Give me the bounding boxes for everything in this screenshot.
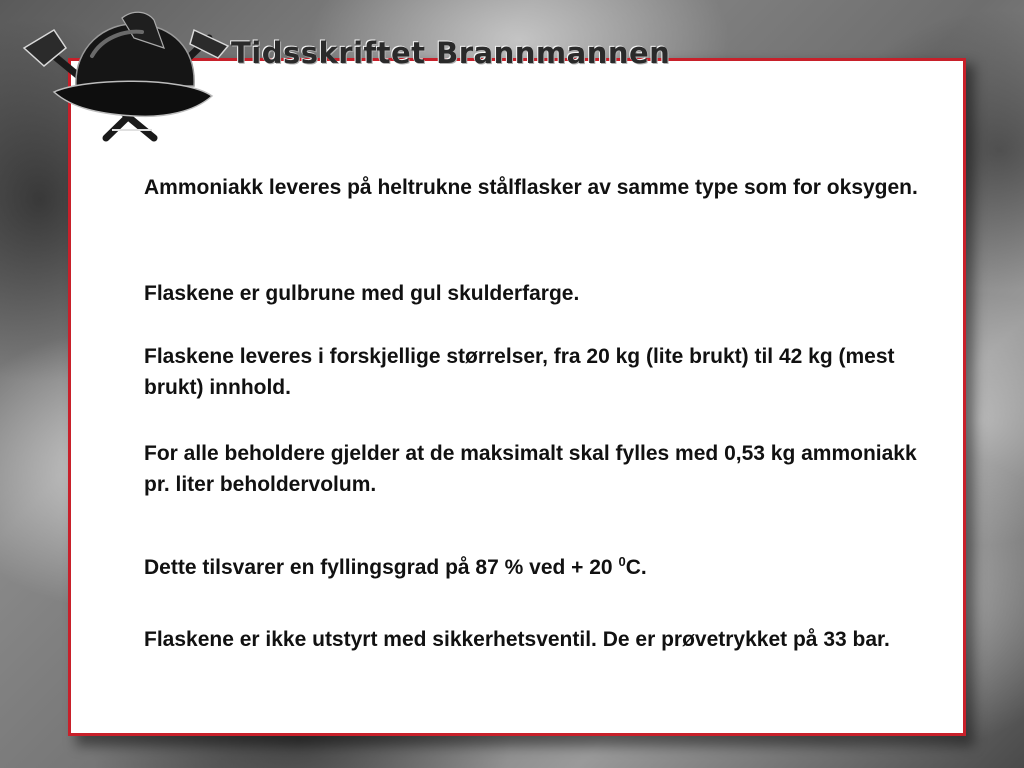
- degree-superscript: 0: [618, 554, 626, 569]
- paragraph-filling: For alle beholdere gjelder at de maksimalt skal fylles med 0,53 kg ammoniakk pr. liter beholdervolum.: [144, 442, 917, 496]
- paragraph-color: Flaskene er gulbrune med gul skulderfarge.: [144, 282, 580, 305]
- paragraph-fill-degree: [144, 552, 944, 583]
- paragraph-delivery: Ammoniakk leveres på heltrukne stålflasker av samme type som for oksygen.: [144, 176, 918, 199]
- brand-header: [225, 34, 676, 72]
- degree-unit: C.: [625, 556, 647, 579]
- paragraph-sizes: Flaskene leveres i forskjellige størrelser, fra 20 kg (lite brukt) til 42 kg (mest brukt) innhold.: [144, 345, 895, 399]
- brand-title: Tidsskriftet Brannmannen: [231, 36, 671, 70]
- fill-degree-text: Dette tilsvarer en fyllingsgrad på 87 % ved + 20: [144, 556, 619, 579]
- fire-helmet-logo-icon: [14, 8, 234, 148]
- paragraph-safety-valve: Flaskene er ikke utstyrt med sikkerhetsventil. De er prøvetrykket på 33 bar.: [144, 628, 890, 651]
